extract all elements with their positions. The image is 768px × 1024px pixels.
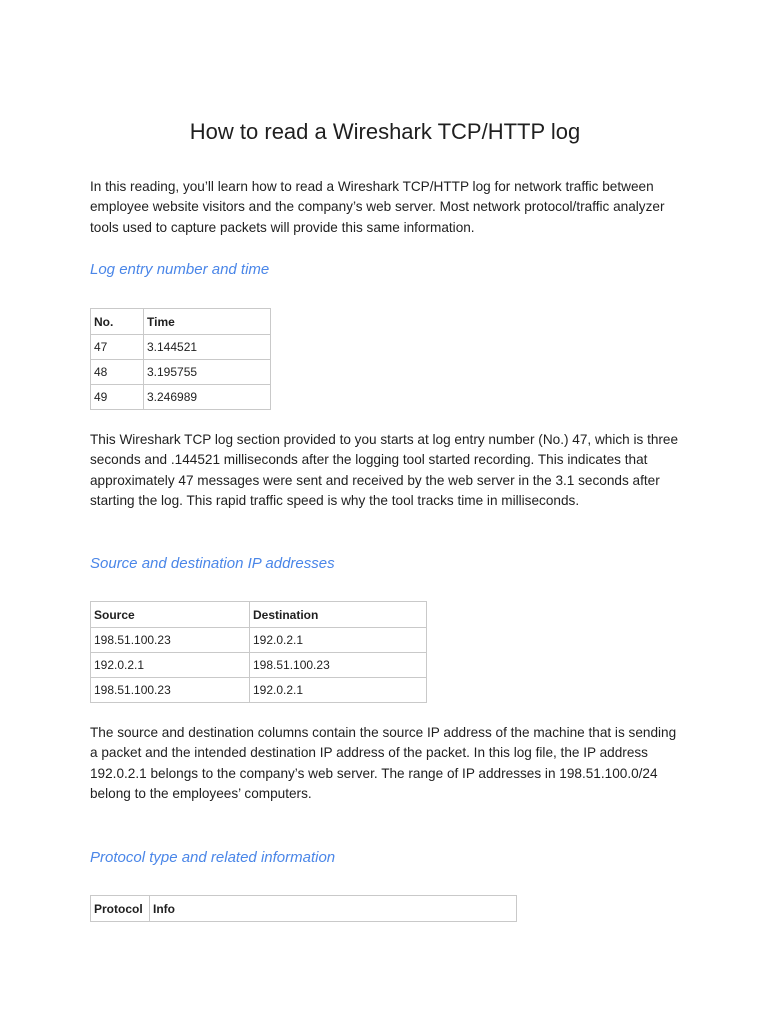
table-cell: 49 <box>91 385 144 410</box>
log-entry-table <box>90 308 271 410</box>
ip-address-paragraph: The source and destination columns contain the source IP address of the machine that is sending a packet and the intended destination IP address of the packet. In this log file, the IP address 192.0.2.1 belongs to the company’s web server. The range of IP addresses in 198.51.100.0/24 belong to the employees’ computers. <box>90 725 677 802</box>
table-header-row <box>91 896 517 922</box>
column-header-no: No. <box>91 309 144 335</box>
section-heading-protocol: Protocol type and related information <box>90 849 336 866</box>
column-header-source: Source <box>91 602 250 628</box>
table-cell: 48 <box>91 360 144 385</box>
column-header-time: Time <box>144 309 271 335</box>
document-title: How to read a Wireshark TCP/HTTP log <box>189 119 581 144</box>
table-cell: 3.144521 <box>144 335 271 360</box>
table-row <box>91 653 427 678</box>
table-header-row <box>91 602 427 628</box>
column-header-protocol: Protocol <box>91 896 150 922</box>
table-cell: 192.0.2.1 <box>250 628 427 653</box>
table-cell: 192.0.2.1 <box>250 678 427 703</box>
section-heading-log-entry: Log entry number and time <box>90 261 270 278</box>
table-header-row <box>91 309 271 335</box>
table-row <box>91 678 427 703</box>
log-entry-paragraph: This Wireshark TCP log section provided to you starts at log entry number (No.) 47, which is three seconds and .144521 milliseconds after the logging tool started recording. This indicates that approximately 47 messages were sent and received by the web server in the 3.1 seconds after starting the log. This rapid traffic speed is why the tool tracks time in milliseconds. <box>90 432 679 509</box>
table-cell: 47 <box>91 335 144 360</box>
protocol-table <box>90 895 517 922</box>
table-cell: 198.51.100.23 <box>91 628 250 653</box>
table-cell: 198.51.100.23 <box>250 653 427 678</box>
table-cell: 3.246989 <box>144 385 271 410</box>
column-header-info: Info <box>150 896 517 922</box>
table-cell: 192.0.2.1 <box>91 653 250 678</box>
table-cell: 198.51.100.23 <box>91 678 250 703</box>
section-heading-ip-addresses: Source and destination IP addresses <box>90 555 335 572</box>
table-cell: 3.195755 <box>144 360 271 385</box>
intro-paragraph: In this reading, you’ll learn how to read a Wireshark TCP/HTTP log for network traffic between employee website visitors and the company’s web server. Most network protocol/traffic analyzer tools used to capture packets will provide this same information. <box>90 179 665 235</box>
table-row <box>91 628 427 653</box>
ip-address-table <box>90 601 427 703</box>
table-row <box>91 335 271 360</box>
table-row <box>91 360 271 385</box>
table-row <box>91 385 271 410</box>
column-header-destination: Destination <box>250 602 427 628</box>
